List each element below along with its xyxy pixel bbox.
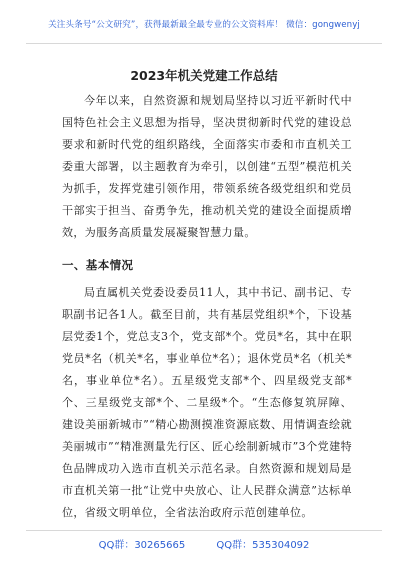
- footer-divider: [26, 530, 382, 531]
- qq-group-1[interactable]: QQ群：30265665: [98, 540, 186, 551]
- document-body: [62, 90, 352, 524]
- section-paragraph: 局直属机关党委设委员11人，其中书记、副书记、专职副书记各1人。截至目前，共有基层党组织*个，下设基层党委1个，党总支3个，党支部*个。党员*名，其中在职党员*名（机关*名，事业单位*名）；退休党员*名（机关*名，事业单位*名）。五星级党支部*个、四星级党支部*个、三星级党支部*个、二星级*个。“生态修复筑屏障、建设美丽新城市”“精心勘测摸准资源底数、用情调查绘就美丽城市”“精准测量先行区、匠心绘制新城市”3个党建特色品牌成功入选市直机关示范名录。自然资源和规划局是市直机关第一批“让党中央放心、让人民群众满意”达标单位，省级文明单位，全省法治政府示范创建单位。: [62, 286, 352, 519]
- footer: [0, 536, 408, 551]
- intro-paragraph: 今年以来，自然资源和规划局坚持以习近平新时代中国特色社会主义思想为指导，坚决贯彻新时代党的建设总要求和新时代党的组织路线，全面落实市委和市直机关工委重大部署，以主题教育为牵引，以创建“五型”模范机关为抓手，发挥党建引领作用，带领系统各级党组织和党员干部实于担当、奋勇争先，推动机关党的建设全面提质增效，为服务高质量发展凝聚智慧力量。: [62, 94, 352, 239]
- top-banner[interactable]: 关注头条号“公文研究”，获得最新最全最专业的公文资料库！ 微信：gongwenyj: [48, 20, 360, 30]
- header-divider: [26, 43, 382, 44]
- page-title: 2023年机关党建工作总结: [130, 68, 278, 83]
- section-heading: 一、基本情况: [62, 258, 134, 272]
- qq-group-2[interactable]: QQ群：535304092: [216, 540, 310, 551]
